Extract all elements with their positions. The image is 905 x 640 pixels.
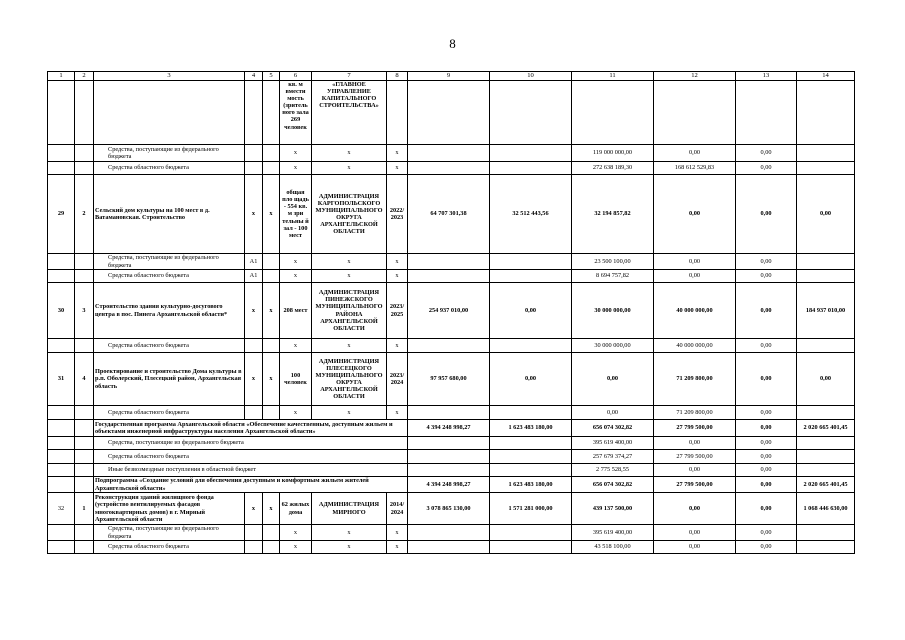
table-row [48,525,855,541]
funding-source-label: Средства, поступающие из федерального бюджета [94,525,245,541]
cell: 40 000 000,00 [654,283,736,339]
cell: 119 000 000,00 [572,145,654,162]
years-cell: 2022/ 2023 [387,175,408,254]
cell: 0,00 [654,175,736,254]
table-row [48,270,855,283]
cell: 30 000 000,00 [572,339,654,353]
column-number: 7 [312,72,387,81]
table-row [48,464,855,477]
cell: 395 619 400,00 [572,525,654,541]
cell: 0,00 [736,353,797,406]
funding-source-label: Средства, поступающие из федерального бюджета [94,254,245,270]
row-number: 32 [48,493,75,525]
cell: x [387,541,408,554]
cell: 0,00 [797,175,855,254]
page-number: 8 [449,36,456,51]
years-cell: 2023/ 2024 [387,353,408,406]
cell: 0,00 [490,353,572,406]
organization-cell: АДМИНИСТРАЦИЯ ПИНЕЖСКОГО МУНИЦИПАЛЬНОГО РАЙОНА АРХАНГЕЛЬСКОЙ ОБЛАСТИ [312,283,387,339]
row-subnumber: 2 [75,175,94,254]
table-row [48,541,855,554]
cell: 0,00 [736,406,797,420]
cell: 656 074 302,82 [572,477,654,493]
cell: 8 694 757,82 [572,270,654,283]
cell: 257 679 374,27 [572,450,654,464]
object-name: Строительство здания культурно-досугового центра в пос. Пинега Архангельской области* [94,283,245,339]
cell: 71 209 800,00 [654,406,736,420]
row-subnumber: 3 [75,283,94,339]
cell: x [312,254,387,270]
table-row [48,162,855,175]
cell: 1 623 483 180,00 [490,420,572,437]
cell: 71 209 800,00 [654,353,736,406]
capacity-cell: 62 жилых дома [280,493,312,525]
table-row [48,420,855,437]
cell: x [245,353,263,406]
cell: 1 068 446 630,00 [797,493,855,525]
cell: 0,00 [736,339,797,353]
cell: 4 394 248 998,27 [408,420,490,437]
row-number: 29 [48,175,75,254]
cell: 27 799 500,00 [654,450,736,464]
cell: 0,00 [654,254,736,270]
column-number: 14 [797,72,855,81]
cell: x [312,339,387,353]
cell: A1 [245,254,263,270]
cell: 2 020 665 401,45 [797,477,855,493]
cell: 30 000 000,00 [572,283,654,339]
cell: x [280,145,312,162]
cell: 27 799 500,00 [654,477,736,493]
cell: 40 000 000,00 [654,339,736,353]
cell: x [387,162,408,175]
row-subnumber: 1 [75,493,94,525]
cell: 0,00 [736,283,797,339]
organization-cell: АДМИНИСТРАЦИЯ ПЛЕСЕЦКОГО МУНИЦИПАЛЬНОГО ОКРУГА АРХАНГЕЛЬСКОЙ ОБЛАСТИ [312,353,387,406]
capacity-cell: общая пло щадь - 554 кв. м зри тельны й зал - 100 мест [280,175,312,254]
budget-table [47,71,855,554]
funding-source-label: Средства областного бюджета [94,270,245,283]
column-number: 12 [654,72,736,81]
cell: 0,00 [736,525,797,541]
cell: x [245,493,263,525]
table-row [48,353,855,406]
cell: 2 020 665 401,45 [797,420,855,437]
funding-source-label: Средства областного бюджета [94,541,245,554]
cell: 0,00 [736,541,797,554]
cell: 0,00 [736,437,797,450]
cell: 43 518 100,00 [572,541,654,554]
cell: 0,00 [490,283,572,339]
cell: 0,00 [736,162,797,175]
cell: 32 194 857,82 [572,175,654,254]
cell: 0,00 [654,270,736,283]
cell: x [387,525,408,541]
cell: 3 078 865 130,00 [408,493,490,525]
cell: 0,00 [797,353,855,406]
years-cell: 2023/ 2025 [387,283,408,339]
program-title: Государственная программа Архангельской области «Обеспечение качественным, доступным жильем и объектами инженерной инфраструктуры населения Архангельской области» [94,420,408,437]
table-row [48,437,855,450]
cell: 0,00 [572,406,654,420]
funding-source-label: Средства областного бюджета [94,339,245,353]
cell: 168 612 529,83 [654,162,736,175]
funding-source-label: Средства областного бюджета [94,406,245,420]
cell: x [280,541,312,554]
row-number: 30 [48,283,75,339]
years-cell: 2014/ 2024 [387,493,408,525]
column-number: 4 [245,72,263,81]
cell: x [280,270,312,283]
cell: 0,00 [654,145,736,162]
cell: 0,00 [654,437,736,450]
cell: x [387,406,408,420]
column-number: 5 [263,72,280,81]
cell: 1 623 483 180,00 [490,477,572,493]
organization-cell: «ГЛАВНОЕ УПРАВЛЕНИЕ КАПИТАЛЬНОГО СТРОИТЕЛЬСТВА» [312,81,387,145]
cell: 0,00 [654,493,736,525]
cell: 439 137 500,00 [572,493,654,525]
column-number: 13 [736,72,797,81]
table-row [48,493,855,525]
cell: x [280,406,312,420]
cell: 656 074 302,82 [572,420,654,437]
cell: 97 957 680,00 [408,353,490,406]
object-name: Сельский дом культуры на 100 мест в д. Ватамановская. Строительство [94,175,245,254]
cell: x [280,254,312,270]
cell: 0,00 [736,420,797,437]
cell: x [263,353,280,406]
table-row [48,254,855,270]
table-row [48,81,855,145]
table-row [48,339,855,353]
cell: 0,00 [736,450,797,464]
row-subnumber: 4 [75,353,94,406]
cell: x [312,270,387,283]
column-number: 8 [387,72,408,81]
column-number: 11 [572,72,654,81]
cell: 0,00 [736,175,797,254]
cell: 0,00 [736,493,797,525]
row-number: 31 [48,353,75,406]
cell: x [387,254,408,270]
column-number: 2 [75,72,94,81]
cell: 4 394 248 998,27 [408,477,490,493]
cell: x [280,339,312,353]
column-number: 10 [490,72,572,81]
cell: 0,00 [736,464,797,477]
funding-source-label: Средства областного бюджета [94,162,245,175]
cell: 2 775 528,55 [572,464,654,477]
cell: 0,00 [572,353,654,406]
cell: x [312,541,387,554]
cell: 272 638 189,30 [572,162,654,175]
cell: x [387,339,408,353]
capacity-cell: кв. м вмести мость (зритель ного зала 269 человек [280,81,312,145]
capacity-cell: 208 мест [280,283,312,339]
table-row [48,406,855,420]
column-number: 6 [280,72,312,81]
cell: x [312,525,387,541]
cell: x [387,270,408,283]
cell: 1 571 281 000,00 [490,493,572,525]
cell: 254 937 010,00 [408,283,490,339]
capacity-cell: 100 человек [280,353,312,406]
cell: 184 937 010,00 [797,283,855,339]
cell: x [245,283,263,339]
table-row [48,477,855,493]
cell: 0,00 [736,477,797,493]
cell: x [312,406,387,420]
table-row [48,175,855,254]
table-row [48,145,855,162]
column-number: 3 [94,72,245,81]
organization-cell: АДМИНИСТРАЦИЯ КАРГОПОЛЬСКОГО МУНИЦИПАЛЬНОГО ОКРУГА АРХАНГЕЛЬСКОЙ ОБЛАСТИ [312,175,387,254]
cell: 23 500 100,00 [572,254,654,270]
cell: x [263,493,280,525]
organization-cell: АДМИНИСТРАЦИЯ МИРНОГО [312,493,387,525]
table-row [48,450,855,464]
object-name: Проектирование и строительство Дома культуры в р.п. Оболерский, Плесецкий район, Архангельская область [94,353,245,406]
cell: 395 619 400,00 [572,437,654,450]
object-name: Реконструкция зданий жилищного фонда (устройство вентилируемых фасадов многоквартирных домов) в г. Мирный Архангельской области [94,493,245,525]
funding-source-label: Иные безвозмездные поступления в областной бюджет [94,464,408,477]
cell: A1 [245,270,263,283]
cell: 0,00 [654,464,736,477]
cell: 0,00 [736,270,797,283]
column-number-row [48,72,855,81]
column-number: 1 [48,72,75,81]
cell: x [312,145,387,162]
cell: x [245,175,263,254]
cell: x [263,283,280,339]
cell: 0,00 [654,541,736,554]
cell: 0,00 [654,525,736,541]
funding-source-label: Средства областного бюджета [94,450,408,464]
subprogram-title: Подпрограмма «Создание условий для обеспечения доступным и комфортным жильем жителей Архангельской области» [94,477,408,493]
cell: 32 512 443,56 [490,175,572,254]
funding-source-label: Средства, поступающие из федерального бюджета [94,145,245,162]
cell: x [280,162,312,175]
cell: x [280,525,312,541]
cell: 64 707 301,38 [408,175,490,254]
cell: 0,00 [736,145,797,162]
cell: 0,00 [736,254,797,270]
cell: x [312,162,387,175]
cell: x [263,175,280,254]
column-number: 9 [408,72,490,81]
cell: x [387,145,408,162]
cell: 27 799 500,00 [654,420,736,437]
table-row [48,283,855,339]
funding-source-label: Средства, поступающие из федерального бюджета [94,437,408,450]
